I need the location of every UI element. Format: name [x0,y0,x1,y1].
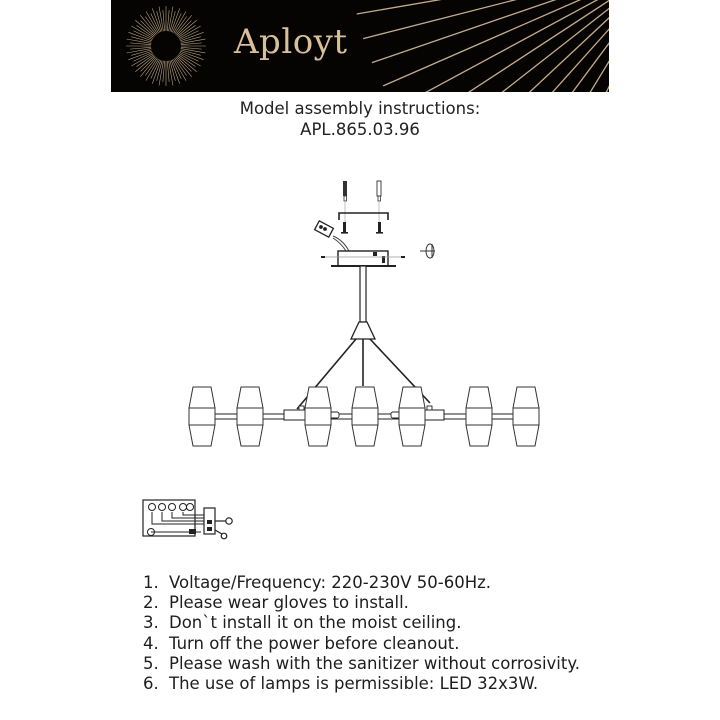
rod [360,266,366,322]
rotation-icon [420,244,435,258]
instruction-item: 5. Please wash with the sanitizer without corrosivity. [143,653,581,673]
title-line-1: Model assembly instructions: [239,99,481,118]
mounting-anchors [343,181,381,232]
instruction-item: 1. Voltage/Frequency: 220-230V 50-60Hz. [143,573,492,592]
instruction-item: 6. The use of lamps is permissible: LED 32x3W. [143,674,539,694]
instruction-item: 2. Please wear gloves to install. [143,593,409,613]
wiring-diagram [143,500,232,539]
canopy [321,251,405,266]
instruction-item: 4. Turn off the power before cleanout. [143,633,460,653]
instruction-item: 3. Don`t install it on the moist ceiling. [143,613,462,633]
mounting-screws [341,222,383,234]
instruction-list [143,573,580,694]
lamp-pods [189,387,539,446]
brand-name: Aployt [234,22,348,62]
cone-connector [351,322,375,339]
model-number: APL.865.03.96 [300,120,420,139]
mounting-bracket [339,213,388,220]
